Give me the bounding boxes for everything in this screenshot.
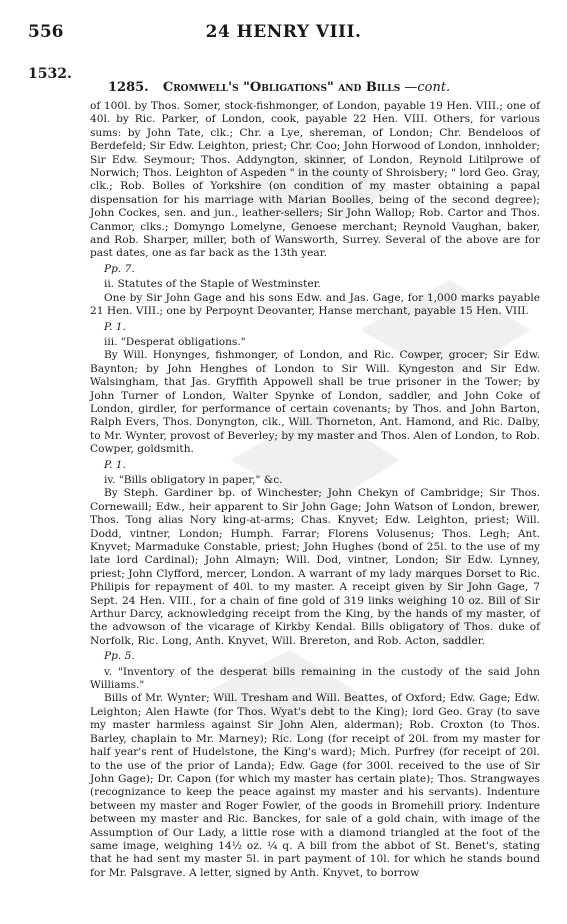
body-paragraph: By Will. Honynges, fishmonger, of London, and Ric. Cowper, grocer; Sir Edw. Baynton; by John Henghes of London to Sir Will. Kyngeston and Sir Edw. Walsingham, that Jas. Gryffith Appowell shall be true prisoner in the Tower; by John Turner of London, Walter Spynke of London, saddler, and John Coke of London, girdler, for performance of certain covenants; by Thos. and John Barton, Ralph Evers, Thos. Donyngton, clk., Will. Thorneton, Ant. Hamond, and Ric. Dalby, to Mr. Wynter, provost of Beverley; by my master and Thos. Alen of London, to Rob. Cowper, goldsmith.	[90, 349, 541, 456]
body-paragraph: One by Sir John Gage and his sons Edw. and Jas. Gage, for 1,000 marks payable 21 Hen. VIII.; one by Perpoynt Deovanter, Hanse merchant, payable 15 Hen. VIII.	[90, 291, 540, 318]
page-count-ref: P. 1.	[104, 458, 126, 471]
running-head	[0, 22, 567, 42]
section-heading: ii. Statutes of the Staple of Westminster.	[104, 278, 321, 291]
section-heading: iv. "Bills obligatory in paper," &c.	[104, 473, 283, 486]
page-count-ref: P. 1.	[104, 320, 126, 333]
page-count-ref: Pp. 7.	[104, 262, 135, 275]
entry-continued: —cont.	[404, 80, 451, 95]
body-paragraph: By Steph. Gardiner bp. of Winchester; John Chekyn of Cambridge; Sir Thos. Cornewaill; Edw., heir apparent to Sir John Gage; John Watson of London, brewer, Thos. Tong alias Nory king-at-arms; Chas. Knyvet; Edw. Leighton, priest; Will. Dodd, vintner, London; Humph. Farrar; Florens Volusenus; Thos. Legh; Ant. Knyvet; Marmaduke Constable, priest; John Hughes (bond of 25l. to the use of my late lord Cardinal); John Almayn; Will. Dod, vintner, London; Sir Edw. Lynney, priest; John Clyfford, mercer, London. A warrant of my lady marques Dorset to Ric. Philipis for repayment of 40l. to my master. A receipt given by Sir John Gage, 7 Sept. 24 Hen. VIII., for a chain of fine gold of 319 links weighing 10 oz. Bill of Sir Arthur Darcy, acknowledging receipt from the King, by the hands of my master, of the advowson of the vicarage of Kirkby Kendal. Bills obligatory of Thos. duke of Norfolk, Ric. Long, Anth. Knyvet, Will. Brereton, and Rob. Acton, saddler.	[90, 487, 540, 647]
running-title: 24 HENRY VIII.	[205, 22, 362, 42]
year-marginal: 1532.	[28, 66, 72, 82]
section-heading: iii. "Desperat obligations."	[104, 335, 246, 348]
body-paragraph: of 100l. by Thos. Somer, stock-fishmonger, of London, payable 19 Hen. VIII.; one of 40l. by Ric. Parker, of London, cook, payable 22 Hen. VIII. Others, for various sums: by John Tate, clk.; Chr. a Lye, shereman, of London; Chr. Bendeloos of Berdefeld; Sir Edw. Leighton, priest; Chr. Coo; John Horwood of London, innholder; Sir Edw. Seymour; Thos. Addyngton, skinner, of London, Reynold Litilprowe of Norwich; Thos. Leighton of Aspeden " in the county of Shroisbery; " lord Geo. Gray, clk.; Rob. Bolles of Yorkshire (on condition of my master obtaining a papal dispensation for his marriage with Marian Boolles, being of the second degree); John Cockes, sen. and jun., leather-sellers; Sir John Wallop; Rob. Cartor and Thos. Canmor, clks.; Domyngo Lomelyne, Genoese merchant; Reynold Vaughan, baker, and Rob. Sharper, miller, both of Wansworth, Surrey. Several of the above are for past dates, one as far back as the 13th year.	[90, 100, 540, 260]
entry-title: Cromwell's "Obligations" and Bills	[162, 80, 401, 95]
entry-heading	[108, 80, 450, 95]
body-paragraph: Bills of Mr. Wynter; Will. Tresham and Will. Beattes, of Oxford; Edw. Gage; Edw. Leighton; Alen Hawte (for Thos. Wyat's debt to the King); lord Geo. Gray (to save my master harmless against Sir John Alen, alderman); Rob. Croxton (to Thos. Barley, chaplain to Mr. Marney); Ric. Long (for receipt of 20l. from my master for half year's rent of Hudelstone, the King's ward); Mich. Purfrey (for receipt of 20l. to the use of the prior of Landa); Edw. Gage (for 300l. received to the use of Sir John Gage); Dr. Capon (for which my master has certain plate); Thos. Strangwayes (recognizance to keep the peace against my master and his servants). Indenture between my master and Roger Fowler, of the goods in Bromehill priory. Indenture between my master and Ric. Banckes, for sale of a gold chain, with image of the Assumption of Our Lady, a little rose with a diamond triangled at the foot of the same image, weighing 14½ oz. ¼ q. A bill from the abbot of St. Benet's, stating that he had sent my master 5l. in part payment of 10l. for which he stands bound for Mr. Palsgrave. A letter, signed by Anth. Knyvet, to borrow	[90, 692, 540, 879]
page-count-ref: Pp. 5.	[104, 650, 135, 663]
entry-number: 1285.	[108, 80, 149, 95]
section-heading: v. "Inventory of the desperat bills remaining in the custody of the said John Williams."	[90, 665, 540, 692]
page-number: 556	[28, 22, 64, 42]
entry-body	[90, 100, 540, 880]
